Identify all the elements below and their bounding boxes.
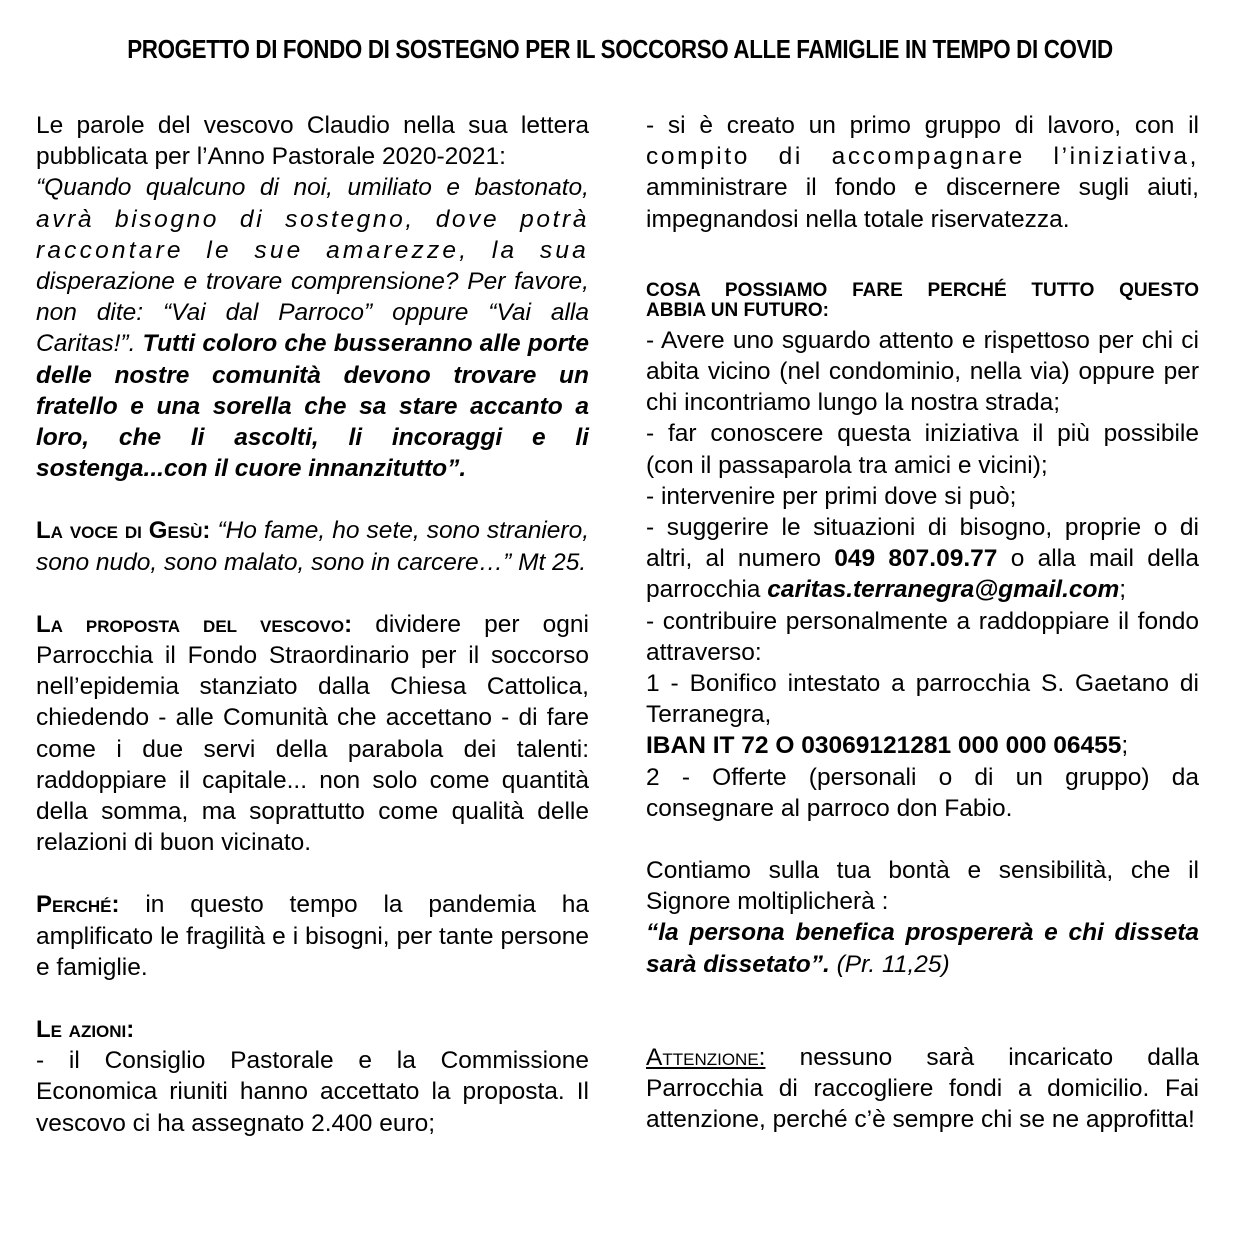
azioni-heading: Le azioni: bbox=[36, 1016, 135, 1044]
cosa-item-4-mid: o alla mail della parrocchia bbox=[646, 545, 1199, 604]
cosa-heading bbox=[646, 281, 1199, 321]
attenzione-heading: Attenzione: bbox=[646, 1043, 766, 1071]
cosa-item-2: - far conoscere questa iniziativa il più possibile (con il passaparola tra amici e vicini); bbox=[646, 420, 1199, 479]
bishop-quote-line-1: “Quando qualcuno di noi, umiliato e bastonato, bbox=[36, 174, 589, 202]
azioni-item-2-line-2: compito di accompagnare l’iniziativa, bbox=[646, 143, 1199, 171]
phone-number[interactable]: 049 807.09.77 bbox=[834, 545, 998, 573]
azioni-item-2 bbox=[646, 110, 1199, 235]
closing-reference: (Pr. 11,25) bbox=[829, 950, 950, 978]
perche-heading: Perché: bbox=[36, 891, 120, 919]
perche-text: in questo tempo la pandemia ha amplificato le fragilità e i bisogni, per tante persone e famiglie. bbox=[36, 891, 589, 981]
cosa-heading-line-2: ABBIA UN FUTURO: bbox=[646, 299, 829, 321]
cosa-item-4-pre: - suggerire le situazioni di bisogno, proprie o di altri, al numero bbox=[646, 514, 1199, 573]
azioni-item-2-rest: amministrare il fondo e discernere sugli aiuti, impegnandosi nella totale riservatezza. bbox=[646, 174, 1199, 233]
email-link[interactable]: caritas.terranegra@gmail.com bbox=[767, 576, 1120, 604]
left-column bbox=[36, 110, 589, 1139]
cosa-item-4-post: ; bbox=[1119, 576, 1127, 604]
closing-quote: “la persona benefica prospererà e chi disseta sarà dissetato”. bbox=[646, 919, 1199, 978]
voce-quote: “Ho fame, ho sete, sono straniero, sono nudo, sono malato, sono in carcere…” bbox=[36, 517, 590, 576]
proposta-paragraph bbox=[36, 609, 589, 859]
voce-heading: La voce di Gesù: bbox=[36, 517, 211, 545]
attenzione-text: nessuno sarà incaricato dalla Parrocchia di raccogliere fondi a domicilio. Fai attenzione, perché c’è sempre chi se ne approfitta! bbox=[646, 1043, 1199, 1134]
proposta-heading: La proposta del vescovo: bbox=[36, 610, 353, 638]
intro-paragraph bbox=[36, 110, 589, 484]
donation-option-1: 1 - Bonifico intestato a parrocchia S. Gaetano di Terranegra, bbox=[646, 670, 1199, 729]
iban-post: ; bbox=[1121, 732, 1129, 760]
azioni-paragraph bbox=[36, 1014, 589, 1139]
cosa-list bbox=[646, 325, 1199, 824]
cosa-heading-line-1: COSA POSSIAMO FARE PERCHÉ TUTTO QUESTO bbox=[646, 279, 1199, 301]
bishop-quote-line-4: disperazione e trovare comprensione? Per favore, non dite: “Vai dal Parroco” oppure “Vai alla Caritas!”. bbox=[36, 268, 589, 358]
proposta-text: dividere per ogni Parrocchia il Fondo Straordinario per il soccorso nell’epidemia stanziato dalla Chiesa Cattolica, chiedendo - alle Comunità che accettano - di fare come i due servi della parabola dei talenti: raddoppiare il capitale... non solo come quantità della somma, ma soprattutto come qualità delle relazioni di buon vicinato. bbox=[36, 610, 590, 857]
cosa-item-5: - contribuire personalmente a raddoppiare il fondo attraverso: bbox=[646, 607, 1199, 666]
closing-text: Contiamo sulla tua bontà e sensibilità, che il Signore moltiplicherà : bbox=[646, 857, 1199, 916]
cosa-item-1: - Avere uno sguardo attento e rispettoso per chi ci abita vicino (nel condominio, nella via) oppure per chi incontriamo lungo la nostra strada; bbox=[646, 326, 1199, 417]
donation-option-2: 2 - Offerte (personali o di un gruppo) da consegnare al parroco don Fabio. bbox=[646, 763, 1199, 822]
perche-paragraph bbox=[36, 889, 589, 983]
document-title: PROGETTO DI FONDO DI SOSTEGNO PER IL SOCCORSO ALLE FAMIGLIE IN TEMPO DI COVID bbox=[127, 34, 1113, 64]
bishop-quote-line-3: raccontare le sue amarezze, la sua bbox=[36, 236, 589, 264]
azioni-item-1: - il Consiglio Pastorale e la Commissione Economica riuniti hanno accettato la proposta. Il vescovo ci ha assegnato 2.400 euro; bbox=[36, 1047, 589, 1137]
azioni-item-2-line-1: - si è creato un primo gruppo di lavoro, con il bbox=[646, 112, 1199, 139]
closing-paragraph bbox=[646, 855, 1199, 980]
iban-code: IBAN IT 72 O 03069121281 000 000 06455 bbox=[646, 732, 1122, 760]
attenzione-paragraph bbox=[646, 1042, 1199, 1136]
intro-text: Le parole del vescovo Claudio nella sua lettera pubblicata per l’Anno Pastorale 2020-2021: bbox=[36, 112, 589, 171]
cosa-item-3: - intervenire per primi dove si può; bbox=[646, 482, 1017, 510]
bishop-quote-bold: Tutti coloro che busseranno alle porte delle nostre comunità devono trovare un fratello e una sorella che sa stare accanto a loro, che li ascolti, li incoraggi e li sostenga...con il cuore innanzitutto”. bbox=[36, 330, 589, 483]
bishop-quote-line-2: avrà bisogno di sostegno, dove potrà bbox=[36, 205, 589, 233]
voce-paragraph bbox=[36, 515, 589, 577]
right-column bbox=[646, 110, 1199, 1135]
voce-reference: Mt 25. bbox=[511, 548, 587, 576]
